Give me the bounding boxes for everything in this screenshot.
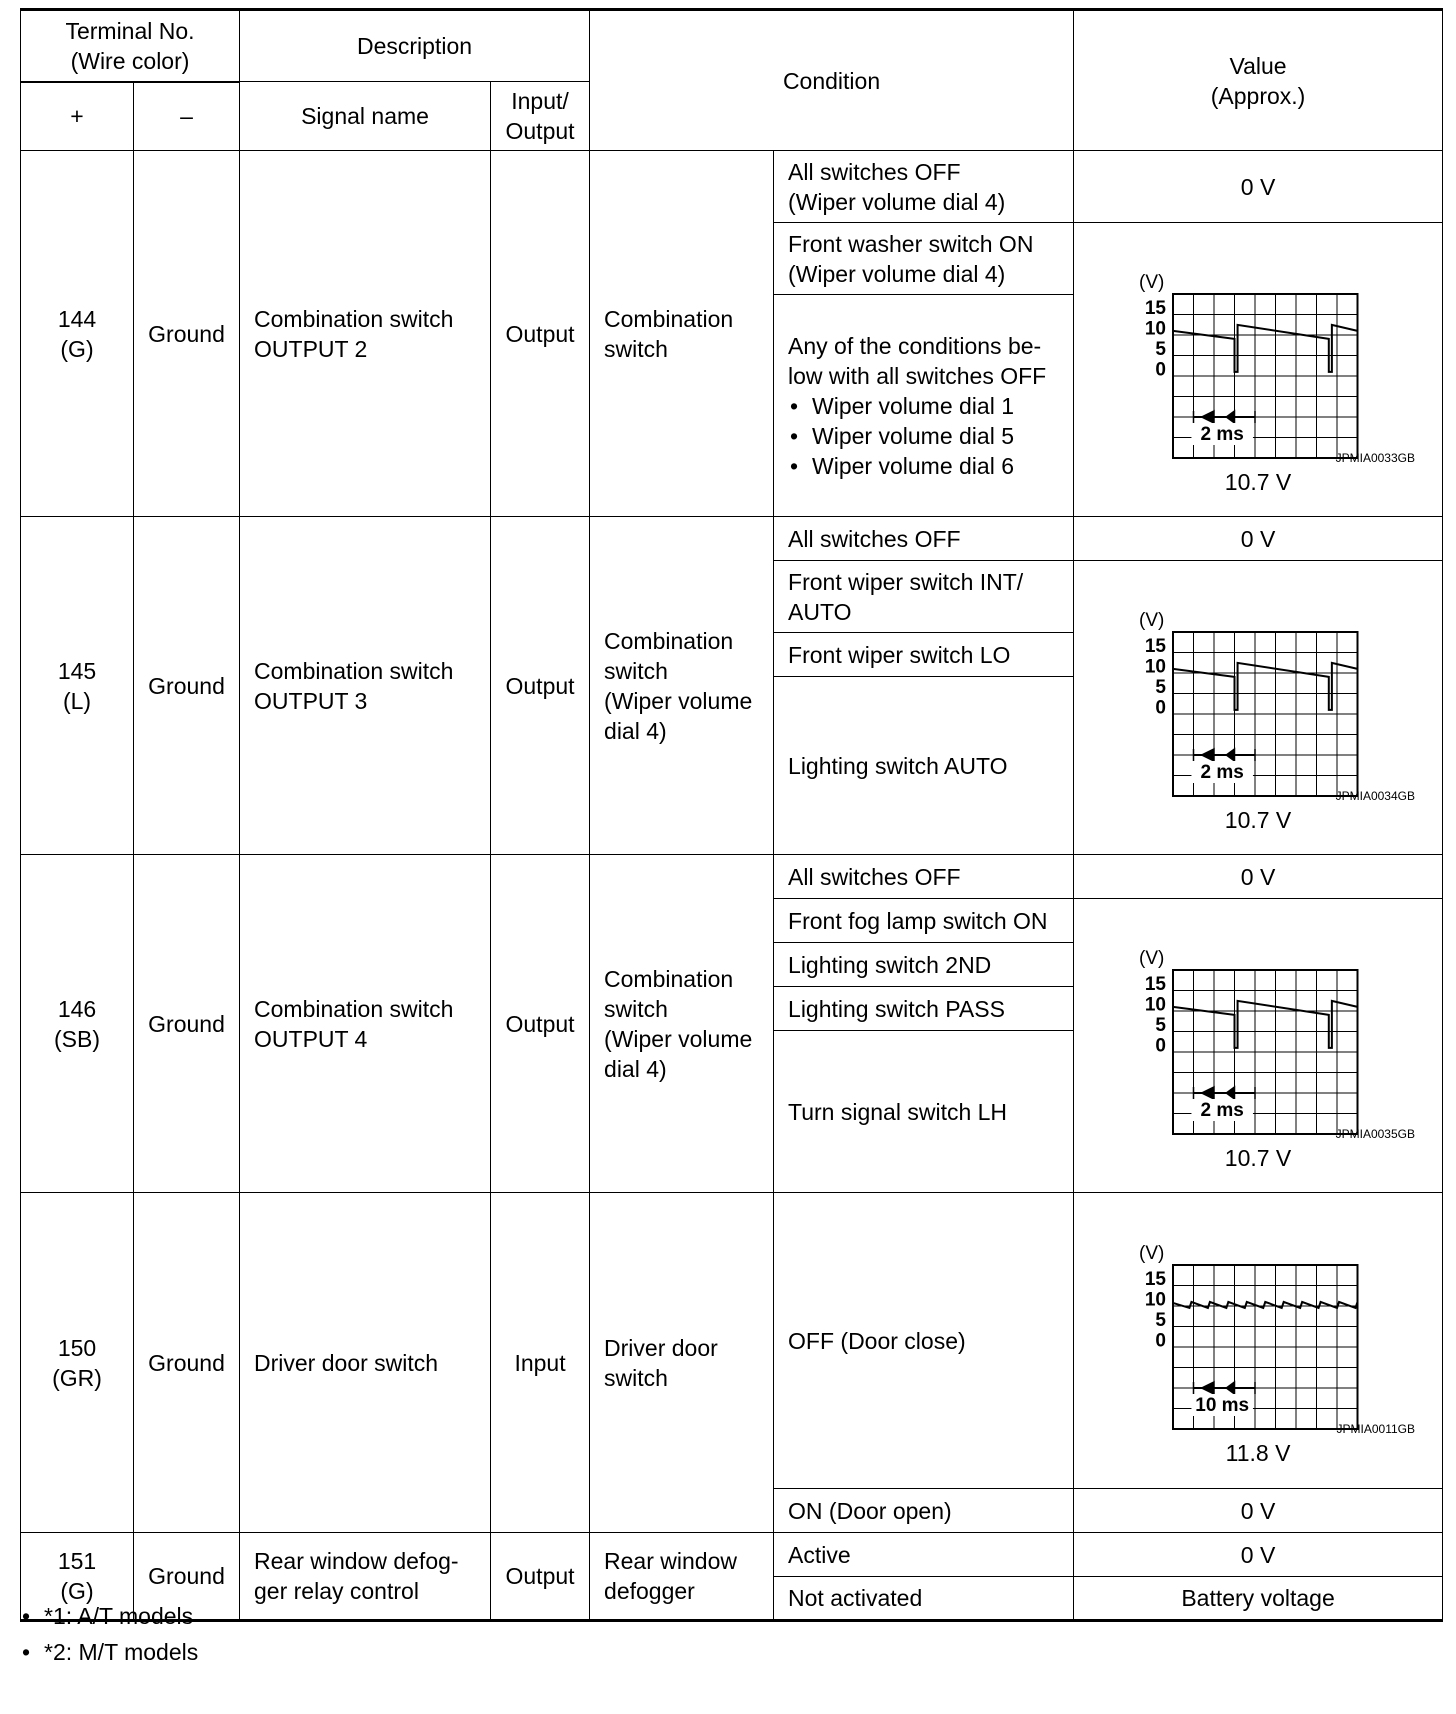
condition-cell: Not activated (774, 1577, 1074, 1621)
condition-main-cell: Combination switch (Wiper volume dial 4) (590, 517, 774, 855)
terminal-minus-cell: Ground (134, 517, 240, 855)
axis-tick-label: 5 (1155, 1310, 1167, 1331)
value-cell: 0 V (1074, 517, 1443, 561)
axis-tick-label: 0 (1155, 1035, 1167, 1057)
axis-tick-label: 5 (1155, 1015, 1167, 1036)
axis-tick-label: 15 (1144, 1269, 1167, 1290)
signal-name-header: Signal name (240, 82, 491, 151)
waveform-value-cell (1074, 561, 1443, 855)
terminal-minus-cell: Ground (134, 1193, 240, 1533)
condition-main-cell: Driver door switch (590, 1193, 774, 1533)
condition-cell: Lighting switch PASS (774, 987, 1074, 1031)
value-header: Value (Approx.) (1074, 10, 1443, 151)
signal-name-cell: Driver door switch (240, 1193, 491, 1533)
time-scale-label: 10 ms (1195, 1395, 1250, 1416)
condition-bullet: • Wiper volume dial 6 (788, 451, 1059, 481)
axis-tick-label: 15 (1144, 636, 1167, 657)
condition-cell: Any of the conditions be- low with all switches OFF • Wiper volume dial 1 • Wiper volume dial 5 • Wiper volume dial 6 (774, 295, 1074, 517)
minus-header: – (134, 82, 240, 151)
header-row-1 (21, 10, 1443, 82)
condition-cell: Front fog lamp switch ON (774, 899, 1074, 943)
io-cell: Output (491, 1533, 590, 1621)
condition-cell: Lighting switch AUTO (774, 677, 1074, 855)
axis-tick-label: 0 (1155, 697, 1167, 719)
figure-code: JPMIA0035GB (1335, 1127, 1416, 1141)
condition-main-cell: Combination switch (Wiper volume dial 4) (590, 855, 774, 1193)
axis-unit-label: (V) (1139, 610, 1165, 631)
table-row (21, 1193, 1443, 1489)
time-scale-label: 2 ms (1200, 424, 1244, 445)
condition-cell: OFF (Door close) (774, 1193, 1074, 1489)
terminal-minus-cell: Ground (134, 151, 240, 517)
footnotes (20, 1598, 198, 1670)
value-cell: 0 V (1074, 855, 1443, 899)
terminal-minus-cell: Ground (134, 1533, 240, 1621)
io-cell: Output (491, 855, 590, 1193)
table-row (21, 1533, 1443, 1577)
axis-unit-label: (V) (1139, 948, 1165, 969)
io-cell: Output (491, 517, 590, 855)
condition-cell: Front wiper switch LO (774, 633, 1074, 677)
signal-name-cell: Combination switch OUTPUT 2 (240, 151, 491, 517)
condition-cell: Front wiper switch INT/ AUTO (774, 561, 1074, 633)
figure-code: JPMIA0033GB (1335, 451, 1416, 465)
axis-tick-label: 0 (1155, 1330, 1167, 1352)
terminal-plus-cell: 146 (SB) (21, 855, 134, 1193)
waveform-value: 10.7 V (1224, 807, 1292, 833)
waveform-graph (1093, 580, 1423, 805)
io-cell: Input (491, 1193, 590, 1533)
terminal-spec-table (20, 8, 1443, 1622)
axis-tick-label: 10 (1144, 656, 1167, 678)
axis-tick-label: 15 (1144, 298, 1167, 319)
axis-tick-label: 10 (1144, 994, 1167, 1016)
axis-tick-label: 5 (1155, 677, 1167, 698)
condition-cell: Active (774, 1533, 1074, 1577)
footnote: • *1: A/T models (20, 1598, 198, 1634)
table-row (21, 855, 1443, 899)
value-cell: 0 V (1074, 1489, 1443, 1533)
input-output-header: Input/ Output (491, 82, 590, 151)
axis-tick-label: 10 (1144, 318, 1167, 340)
axis-tick-label: 15 (1144, 974, 1167, 995)
waveform-value-cell (1074, 1193, 1443, 1489)
waveform-value: 10.7 V (1224, 1145, 1292, 1171)
condition-bullet: • Wiper volume dial 5 (788, 421, 1059, 451)
condition-cell: Turn signal switch LH (774, 1031, 1074, 1193)
description-header: Description (240, 10, 590, 82)
condition-cell: All switches OFF (774, 517, 1074, 561)
terminal-plus-cell: 145 (L) (21, 517, 134, 855)
waveform-value-cell (1074, 223, 1443, 517)
condition-cell: Front washer switch ON (Wiper volume dial 4) (774, 223, 1074, 295)
axis-tick-label: 5 (1155, 339, 1167, 360)
axis-unit-label: (V) (1139, 272, 1165, 293)
terminal-plus-cell: 150 (GR) (21, 1193, 134, 1533)
terminal-minus-cell: Ground (134, 855, 240, 1193)
plus-header: + (21, 82, 134, 151)
table-row (21, 151, 1443, 223)
waveform-value-cell (1074, 899, 1443, 1193)
condition-main-cell: Combination switch (590, 151, 774, 517)
value-cell: 0 V (1074, 1533, 1443, 1577)
terminal-plus-cell: 151 (G) (21, 1533, 134, 1621)
signal-name-cell: Combination switch OUTPUT 4 (240, 855, 491, 1193)
condition-cell: Lighting switch 2ND (774, 943, 1074, 987)
waveform-graph (1093, 1213, 1423, 1438)
figure-code: JPMIA0034GB (1335, 789, 1416, 803)
io-cell: Output (491, 151, 590, 517)
terminal-plus-cell: 144 (G) (21, 151, 134, 517)
footnote: • *2: M/T models (20, 1634, 198, 1670)
waveform-graph (1093, 918, 1423, 1143)
waveform-value: 11.8 V (1225, 1440, 1291, 1466)
time-scale-label: 2 ms (1200, 762, 1244, 783)
condition-main-cell: Rear window defogger (590, 1533, 774, 1621)
figure-code: JPMIA0011GB (1336, 1422, 1416, 1436)
waveform-value: 10.7 V (1224, 469, 1292, 495)
waveform-graph (1093, 242, 1423, 467)
axis-tick-label: 10 (1144, 1289, 1167, 1311)
table-row (21, 517, 1443, 561)
value-cell: Battery voltage (1074, 1577, 1443, 1621)
axis-tick-label: 0 (1155, 359, 1167, 381)
signal-name-cell: Combination switch OUTPUT 3 (240, 517, 491, 855)
condition-header: Condition (590, 10, 1074, 151)
value-cell: 0 V (1074, 151, 1443, 223)
axis-unit-label: (V) (1139, 1243, 1165, 1264)
terminal-no-header: Terminal No. (Wire color) (21, 10, 240, 82)
signal-name-cell: Rear window defog- ger relay control (240, 1533, 491, 1621)
condition-cell: All switches OFF (774, 855, 1074, 899)
condition-cell: ON (Door open) (774, 1489, 1074, 1533)
time-scale-label: 2 ms (1200, 1100, 1244, 1121)
condition-bullet: • Wiper volume dial 1 (788, 391, 1059, 421)
condition-cell: All switches OFF (Wiper volume dial 4) (774, 151, 1074, 223)
